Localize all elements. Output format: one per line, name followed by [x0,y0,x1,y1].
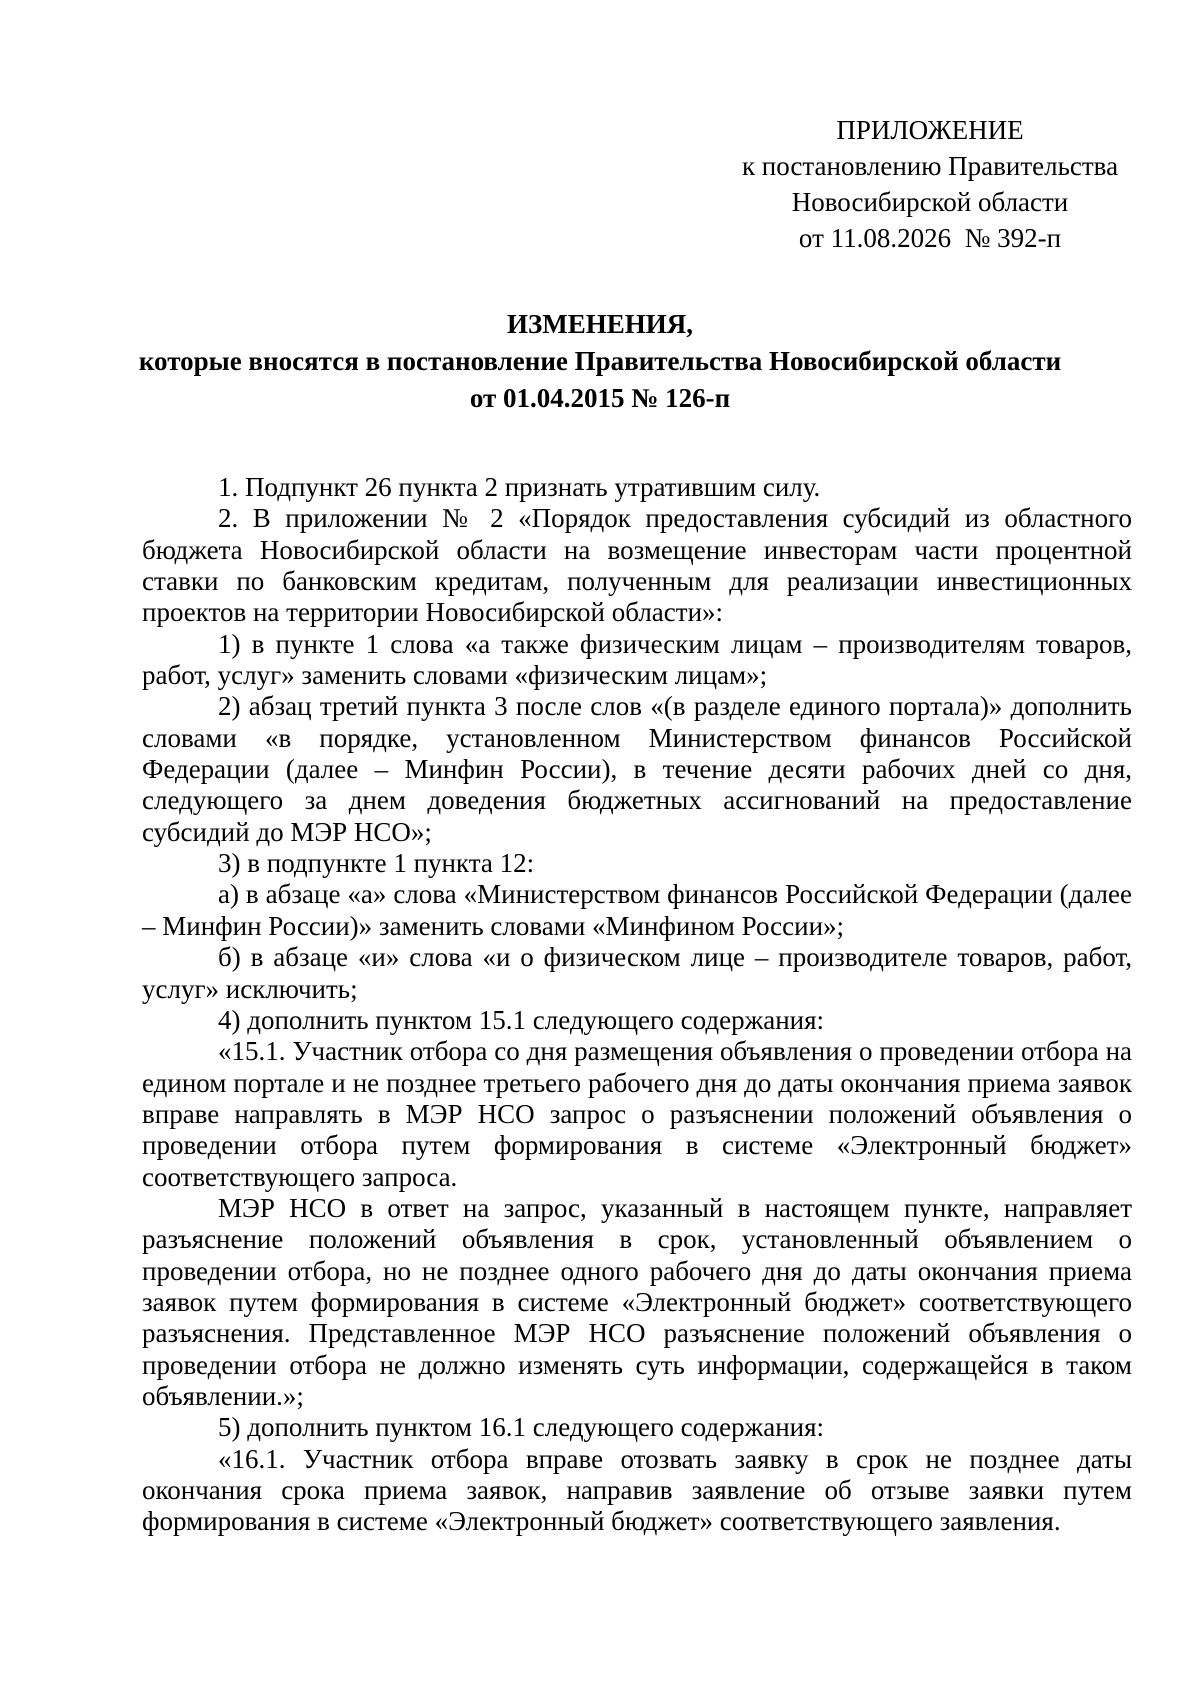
appendix-block [700,112,1160,256]
document-body [142,472,1132,1538]
paragraph: 3) в подпункте 1 пункта 12: [218,848,535,879]
heading-title: ИЗМЕНЕНИЯ, [506,309,693,339]
paragraph: 1) в пункте 1 слова «а также физическим лицам – производителям товаров, работ, услуг» заменить словами «физическим лицам»; [142,628,1132,691]
heading-reference: от 01.04.2015 № 126-п [469,383,731,413]
paragraph: 2. В приложении № 2 «Порядок предоставления субсидий из областного бюджета Новосибирской области на возмещение инвесторам части процентной ставки по банковским кредитам, полученным для реализации инвестиционных проектов на территории Новосибирской области»: [142,503,1132,628]
document-heading [100,306,1100,417]
paragraph: а) в абзаце «а» слова «Министерством финансов Российской Федерации (далее – Минфин России)» заменить словами «Минфином России»; [142,879,1132,941]
heading-subtitle: которые вносятся в постановление Правительства Новосибирской области [138,346,1062,376]
appendix-date-number: от 11.08.2026 № 392-п [798,223,1062,253]
paragraph: 5) дополнить пунктом 16.1 следующего содержания: [218,1412,825,1443]
paragraph: 1. Подпункт 26 пункта 2 признать утратившим силу. [218,472,821,502]
paragraph: 2) абзац третий пункта 3 после слов «(в разделе единого портала)» дополнить словами «в порядке, установленном Министерством финансов Российской Федерации (далее – Минфин России), в течение десяти рабочих дней со дня, следующего за днем доведения бюджетных ассигнований на предоставление субсидий до МЭР НСО»; [142,691,1132,847]
paragraph: б) в абзаце «и» слова «и о физическом лице – производителе товаров, работ, услуг» исключить; [142,942,1132,1004]
paragraph: МЭР НСО в ответ на запрос, указанный в настоящем пункте, направляет разъяснение положений объявления в срок, установленный объявлением о проведении отбора, но не позднее одного рабочего дня до даты окончания приема заявок путем формирования в системе «Электронный бюджет» соответствующего разъяснения. Представленное МЭР НСО разъяснение положений объявления о проведении отбора не должно изменять суть информации, содержащейся в таком объявлении.»; [142,1192,1132,1411]
appendix-line: Новосибирской области [791,187,1069,217]
appendix-title: ПРИЛОЖЕНИЕ [836,115,1024,145]
appendix-line: к постановлению Правительства [741,151,1119,181]
paragraph: «16.1. Участник отбора вправе отозвать заявку в срок не позднее даты окончания срока приема заявок, направив заявление об отзыве заявки путем формирования в системе «Электронный бюджет» соответствующего заявления. [142,1443,1132,1537]
paragraph: 4) дополнить пунктом 15.1 следующего содержания: [218,1004,825,1035]
paragraph: «15.1. Участник отбора со дня размещения объявления о проведении отбора на едином портале и не позднее третьего рабочего дня до даты окончания приема заявок вправе направлять в МЭР НСО запрос о разъяснении положений объявления о проведении отбора путем формирования в системе «Электронный бюджет» соответствующего запроса. [142,1036,1132,1192]
